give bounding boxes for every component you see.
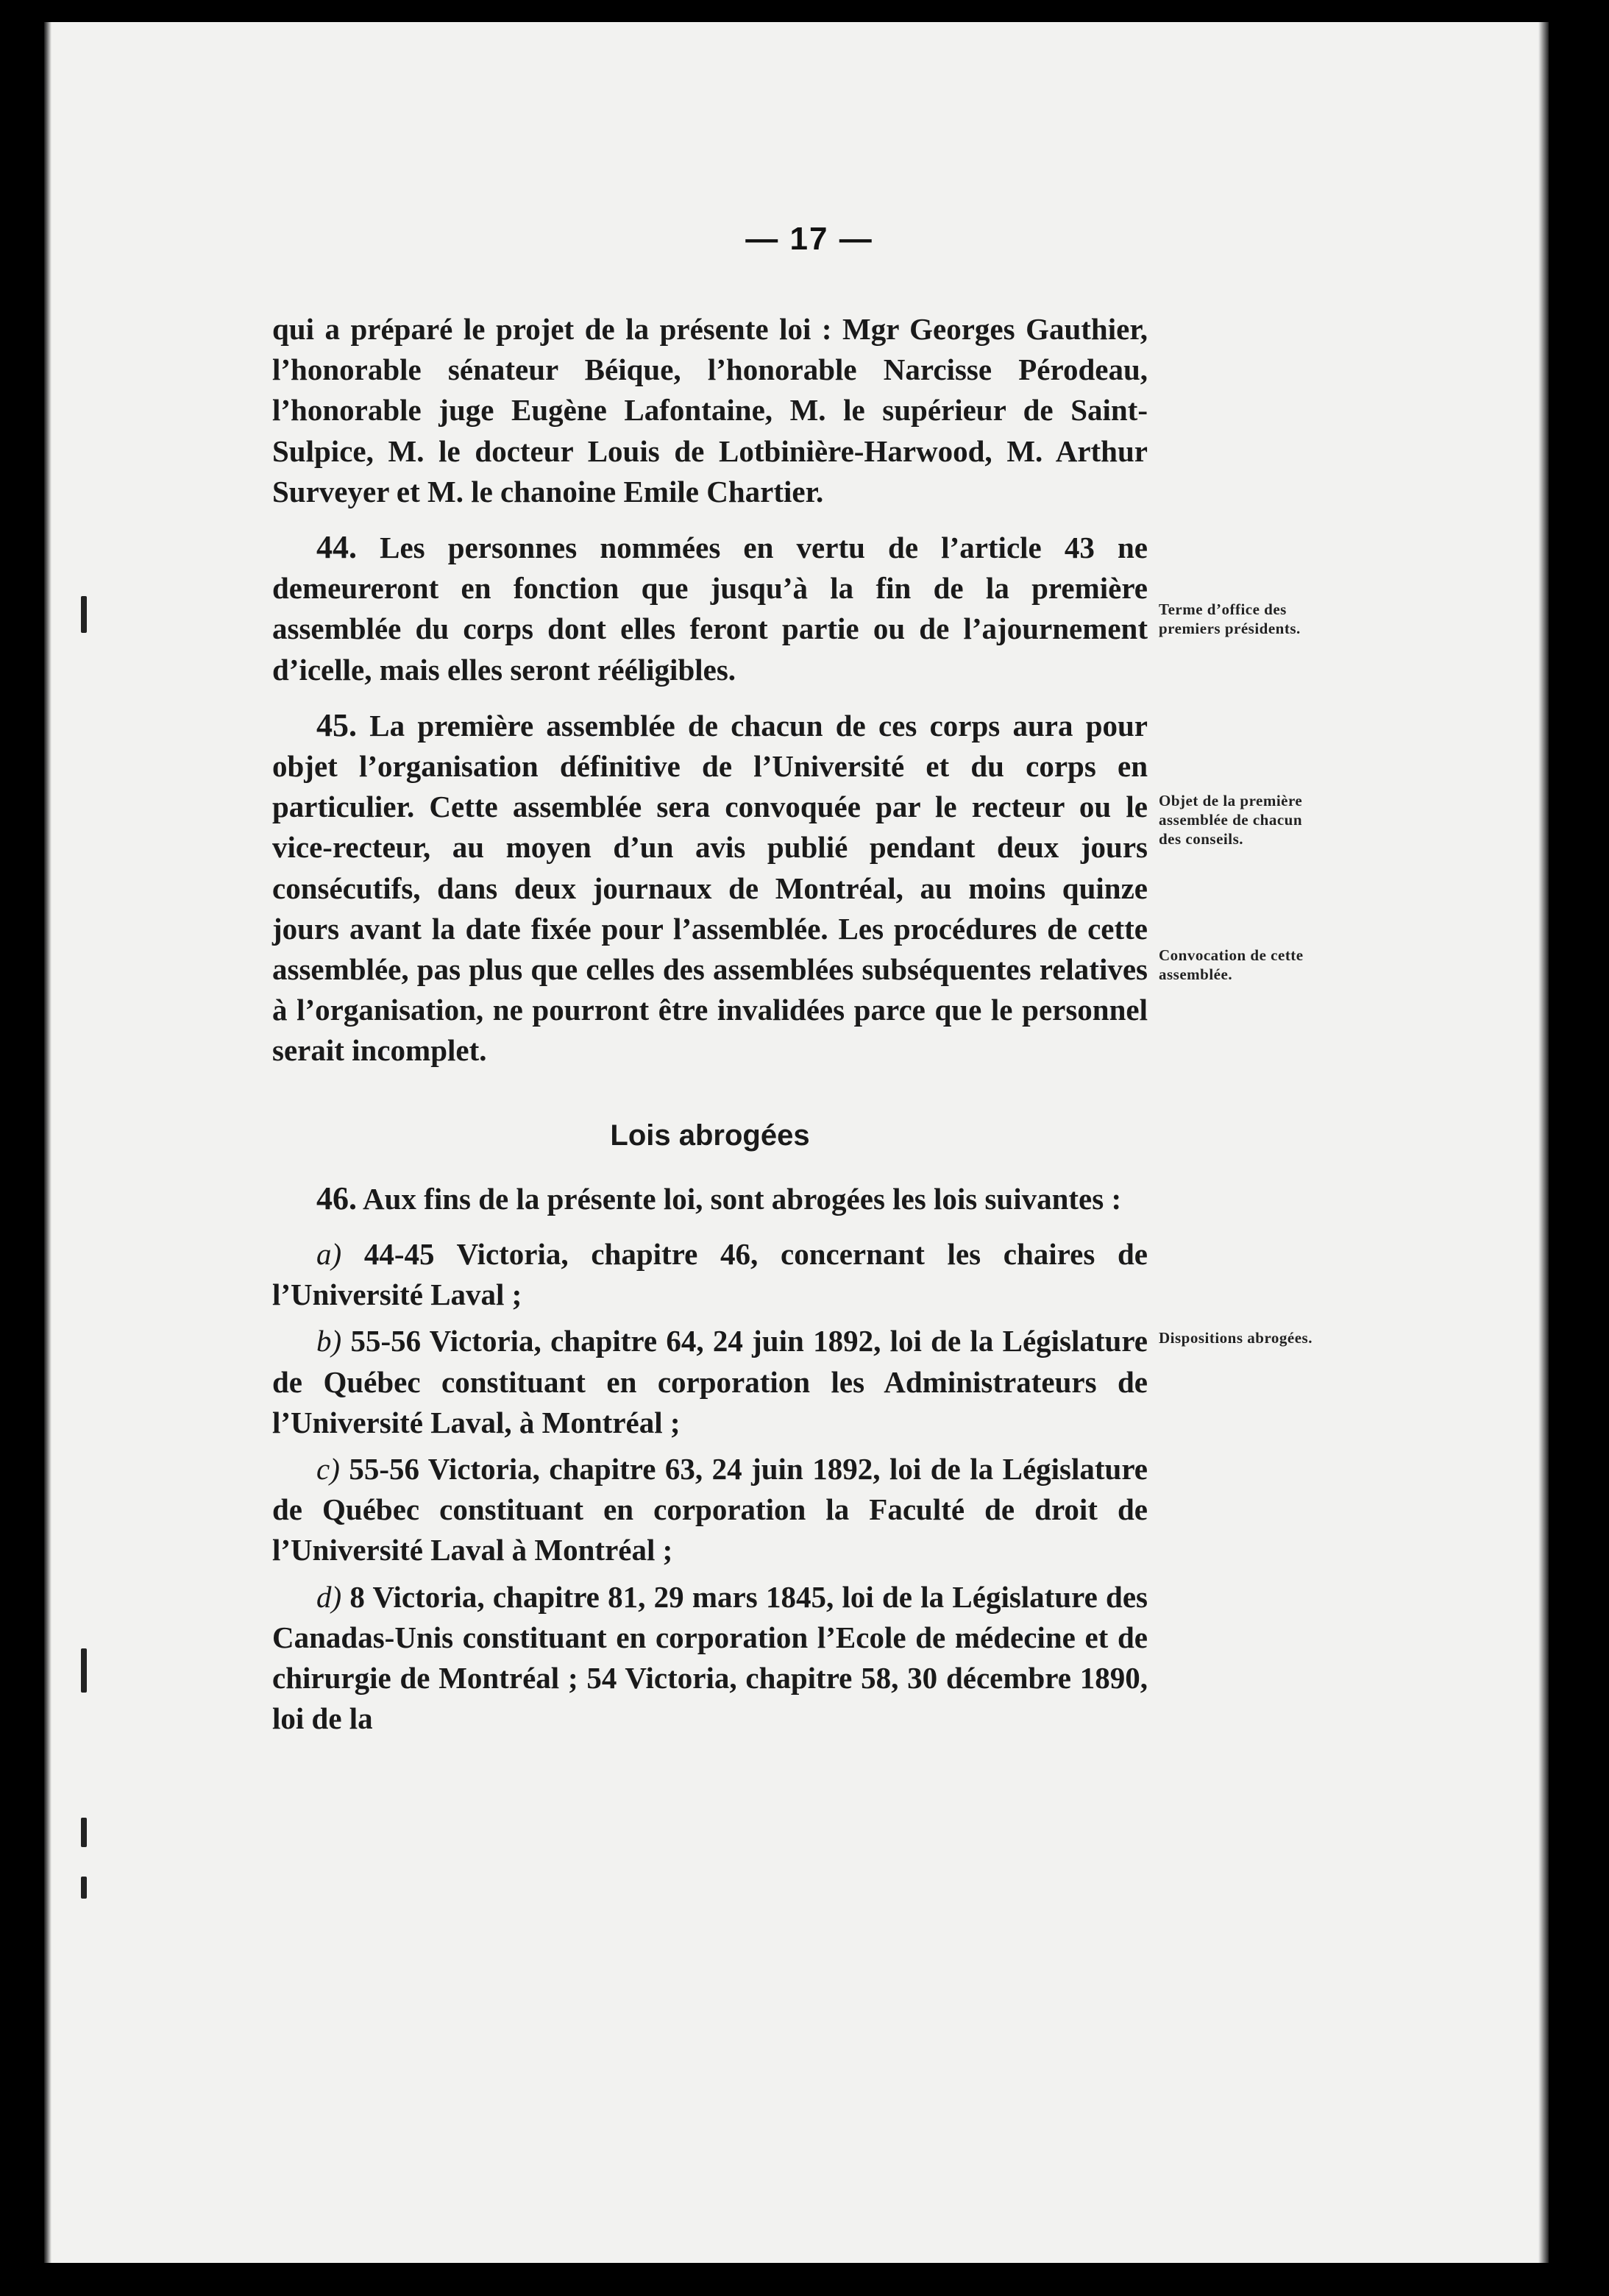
margin-note-first-assembly: Objet de la première assemblée de chacun des conseils. bbox=[1159, 792, 1303, 848]
list-text: 55-56 Victoria, chapitre 64, 24 juin 1892, loi de la Législature de Québec constituant en corporation les Administrateurs de l’Université Laval, à Montréal ; bbox=[272, 1324, 1148, 1439]
article-text: Aux fins de la présente loi, sont abrogées les lois suivantes : bbox=[363, 1181, 1122, 1216]
page-left-edge bbox=[44, 22, 51, 2263]
article-number: 44. bbox=[316, 529, 357, 566]
gutter-mark bbox=[81, 1818, 87, 1847]
list-item bbox=[272, 1449, 1148, 1571]
article-46 bbox=[272, 1178, 1148, 1219]
article-number: 45. bbox=[316, 706, 357, 743]
intro-paragraph: qui a préparé le projet de la présente loi : Mgr Georges Gauthier, l’honorable sénateur Béique, l’honorable Narcisse Pérodeau, l’honorable juge Eugène Lafontaine, M. le supérieur de Saint-Sulpice, M. le docteur Louis de Lotbinière-Harwood, M. Arthur Surveyer et M. le chanoine Emile Chartier. bbox=[272, 312, 1148, 509]
list-letter: c) bbox=[316, 1452, 340, 1487]
list-text: 44-45 Victoria, chapitre 46, concernant les chaires de l’Université Laval ; bbox=[272, 1237, 1148, 1312]
margin-note-convocation: Convocation de cette assemblée. bbox=[1159, 946, 1304, 983]
margin-note-repealed: Dispositions abrogées. bbox=[1159, 1329, 1313, 1347]
page-right-edge bbox=[1538, 22, 1549, 2263]
document-body bbox=[272, 309, 1148, 1746]
list-text: 8 Victoria, chapitre 81, 29 mars 1845, loi de la Législature des Canadas-Unis constituant en corporation l’Ecole de médecine et de chirurgie de Montréal ; 54 Victoria, chapitre 58, 30 décembre 1890, loi de la bbox=[272, 1579, 1148, 1736]
list-item bbox=[272, 1321, 1148, 1443]
margin-note-term: Terme d’office des premiers présidents. bbox=[1159, 600, 1301, 637]
list-letter: b) bbox=[316, 1324, 342, 1358]
page-number: — 17 — bbox=[745, 221, 873, 257]
gutter-mark bbox=[81, 1648, 87, 1693]
article-text: Les personnes nommées en vertu de l’article 43 ne demeureront en fonction que jusqu’à la fin de la première assemblée du corps dont elles feront partie ou de l’ajournement d’icelle, mais elles seront rééligibles. bbox=[272, 531, 1148, 687]
gutter-mark bbox=[81, 596, 87, 633]
article-45 bbox=[272, 705, 1148, 1071]
article-44 bbox=[272, 527, 1148, 690]
list-letter: d) bbox=[316, 1579, 342, 1614]
list-letter: a) bbox=[316, 1237, 342, 1272]
article-text: La première assemblée de chacun de ces corps aura pour objet l’organisation définitive de l’Université et du corps en particulier. Cette assemblée sera convoquée par le recteur ou le vice-recteur, au moyen d’un avis publié pendant deux jours consécutifs, dans deux journaux de Montréal, au moins quinze jours avant la date fixée pour l’assemblée. Les procédures de cette assemblée, pas plus que celles des assemblées subséquentes relatives à l’organisation, ne pourront être invalidées parce que le personnel serait incomplet. bbox=[272, 708, 1148, 1068]
gutter-mark bbox=[81, 1877, 87, 1899]
list-text: 55-56 Victoria, chapitre 63, 24 juin 1892, loi de la Législature de Québec constituant en corporation la Faculté de droit de l’Université Laval à Montréal ; bbox=[272, 1452, 1148, 1567]
list-item bbox=[272, 1577, 1148, 1740]
article-number: 46. bbox=[316, 1180, 357, 1216]
list-item bbox=[272, 1234, 1148, 1315]
section-title: Lois abrogées bbox=[610, 1119, 810, 1152]
